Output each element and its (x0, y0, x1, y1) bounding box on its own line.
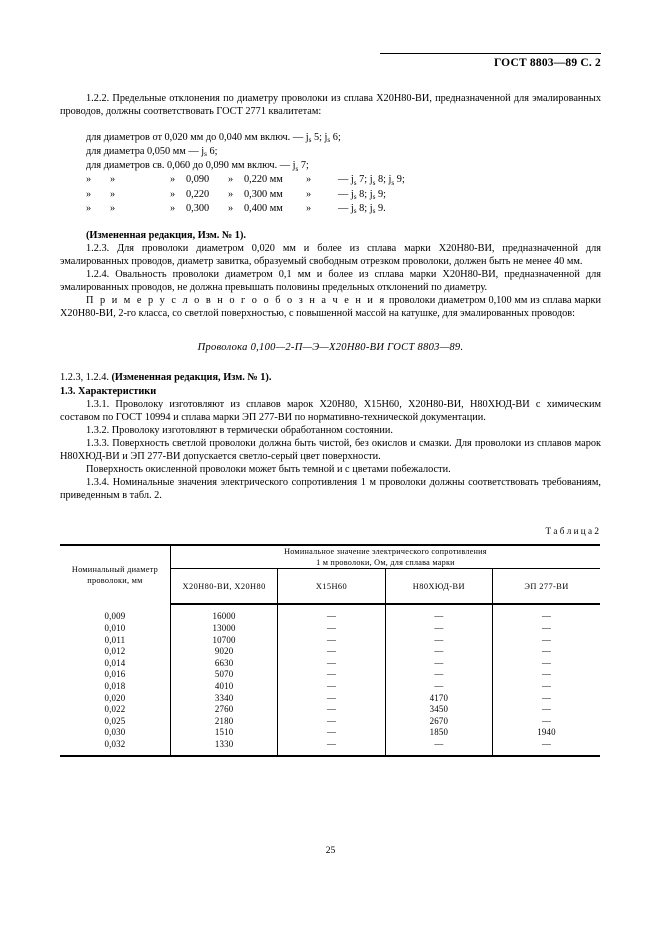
spacer (60, 216, 601, 229)
cell-value: — (493, 716, 600, 728)
table-header-alloy-0: Х20Н80-ВИ, Х20Н80 (170, 569, 277, 605)
ditto-mark: » (86, 174, 92, 186)
tolerance-subscript: s (372, 206, 376, 215)
tolerance-text: для диаметров св. 0,060 до 0,090 мм включ. — j (86, 160, 296, 172)
tolerance-subscript: s (295, 164, 299, 173)
table-caption: Т а б л и ц а 2 (545, 526, 599, 537)
paragraph-1-3-1: 1.3.1. Проволоку изготовляют из сплавов марок Х20Н80, Х15Н60, Х20Н80-ВИ, Н80ХЮД-ВИ с химическим составом по ГОСТ 10994 и сплава марки ЭП 277-ВИ по нормативно-технической документации. (60, 398, 601, 423)
cell-value: — (278, 739, 385, 757)
spacer (60, 353, 601, 371)
tolerance-row (60, 202, 601, 216)
example-designation: Проволока 0,100—2-П—Э—Х20Н80-ВИ ГОСТ 8803—89. (197, 342, 464, 354)
cell-value: — (385, 646, 492, 658)
cell-diameter: 0,032 (60, 739, 170, 757)
tolerance-subscript: s (353, 206, 357, 215)
table-header-diameter: Номинальный диаметр проволоки, мм (60, 545, 170, 604)
cell-value: — (278, 716, 385, 728)
cell-value: — (385, 623, 492, 635)
table-row (60, 739, 600, 757)
tolerance-value: — $j_s$ 8; $j_s$ 9; (338, 188, 386, 201)
cell-value: 5070 (170, 669, 277, 681)
resistance-table (60, 544, 600, 757)
cell-value: — (278, 681, 385, 693)
cell-value: 1330 (170, 739, 277, 757)
ditto-mark: » (306, 202, 312, 214)
range-to: 0,400 мм (244, 202, 283, 214)
cell-value: — (278, 604, 385, 623)
cell-diameter: 0,012 (60, 646, 170, 658)
page-title: ГОСТ 8803—89 С. 2 (493, 57, 601, 69)
tolerance-subscript: s (353, 192, 357, 201)
cell-value: — (493, 704, 600, 716)
tolerance-text: для диаметров от 0,020 мм до 0,040 мм включ. — j (86, 132, 309, 144)
resistance-table-wrapper (60, 544, 601, 757)
revision-note-2 (60, 371, 601, 384)
ditto-mark: » (306, 188, 312, 200)
tolerance-list (60, 131, 601, 216)
table-header-group-line1: Номинальное значение электрического сопротивления (284, 547, 487, 557)
ditto-mark: » (228, 188, 234, 200)
tolerance-subscript: s (391, 178, 395, 187)
table-header-group-line2: 1 м проволоки, Ом, для сплава марки (316, 558, 455, 568)
ditto-mark: » (110, 202, 116, 214)
section-heading-1-3: 1.3. Характеристики (60, 385, 157, 397)
cell-value: — (278, 658, 385, 670)
paragraph-1-3-3: 1.3.3. Поверхность светлой проволоки должна быть чистой, без окислов и смазки. Для проволоки из сплавов марок Н80ХЮД-ВИ и ЭП 277-ВИ допускается светло-серый цвет поверхности. (60, 437, 601, 462)
table-row (60, 704, 600, 716)
ditto-mark: » (228, 174, 234, 186)
ditto-mark: » (170, 188, 176, 200)
cell-value: — (493, 646, 600, 658)
cell-value: 13000 (170, 623, 277, 635)
cell-value: — (493, 658, 600, 670)
tolerance-text: 5; j (311, 132, 328, 144)
cell-value: — (278, 669, 385, 681)
table-row (60, 727, 600, 739)
tolerance-text: 7; (298, 160, 309, 172)
cell-diameter: 0,018 (60, 681, 170, 693)
revision-note-2-text: (Измененная редакция, Изм. № 1). (111, 372, 272, 384)
table-row (60, 658, 600, 670)
table-header-row-group (60, 545, 600, 569)
table-row (60, 681, 600, 693)
tolerance-subscript: s (327, 136, 331, 145)
cell-value: 2180 (170, 716, 277, 728)
table-row (60, 623, 600, 635)
cell-value: 3450 (385, 704, 492, 716)
cell-diameter: 0,030 (60, 727, 170, 739)
ditto-mark: » (86, 202, 92, 214)
cell-value: — (278, 623, 385, 635)
ditto-mark: » (306, 174, 312, 186)
cell-value: 1510 (170, 727, 277, 739)
ditto-mark: » (228, 202, 234, 214)
tolerance-value: — $j_s$ 7; $j_s$ 8; $j_s$ 9; (338, 174, 405, 187)
tolerance-line (60, 159, 601, 173)
example-intro-text: проволоки диаметром 0,100 мм из сплава марки Х20Н80-ВИ, 2-го класса, со светлой поверхностью, с повышенной массой на катушке, для эмалированных проводов: (60, 295, 601, 320)
table-header-alloy-1: Х15Н60 (278, 569, 385, 605)
tolerance-line (60, 145, 601, 159)
ditto-mark: » (110, 188, 116, 200)
cell-value: — (493, 635, 600, 647)
table-head (60, 545, 600, 604)
tolerance-subscript: s (353, 178, 357, 187)
cell-value: — (278, 646, 385, 658)
cell-value: 9020 (170, 646, 277, 658)
cell-value: 10700 (170, 635, 277, 647)
cell-value: — (385, 739, 492, 757)
range-from: 0,090 (186, 174, 210, 186)
table-row (60, 646, 600, 658)
ditto-mark: » (170, 202, 176, 214)
ditto-mark: » (86, 188, 92, 200)
cell-diameter: 0,022 (60, 704, 170, 716)
example-label: П р и м е р у с л о в н о г о о б о з н а ч е н и я (86, 295, 387, 307)
tolerance-text: 6; (206, 146, 218, 158)
cell-value: 1850 (385, 727, 492, 739)
cell-value: — (385, 681, 492, 693)
cell-value: — (385, 635, 492, 647)
cell-diameter: 0,020 (60, 693, 170, 705)
cell-value: — (493, 681, 600, 693)
cell-value: — (493, 739, 600, 757)
cell-value: — (385, 604, 492, 623)
paragraph-1-3-4: 1.3.4. Номинальные значения электрического сопротивления 1 м проволоки должны соответствовать требованиям, приведенным в табл. 2. (60, 477, 601, 502)
revision-note-2-numbers: 1.2.3, 1.2.4. (60, 372, 112, 384)
paragraph-example-intro (60, 294, 601, 320)
cell-diameter: 0,009 (60, 604, 170, 623)
header-rule (380, 53, 601, 54)
table-row (60, 635, 600, 647)
ditto-mark: » (170, 174, 176, 186)
page-number: 25 (325, 845, 336, 856)
tolerance-text: для диаметра 0,050 мм — j (86, 146, 205, 158)
cell-value: — (385, 669, 492, 681)
cell-diameter: 0,016 (60, 669, 170, 681)
cell-value: 2670 (385, 716, 492, 728)
tolerance-subscript: s (308, 136, 312, 145)
table-header-group (170, 545, 600, 569)
tolerance-subscript: s (204, 150, 207, 159)
paragraph-1-2-4: 1.2.4. Овальность проволоки диаметром 0,1 мм и более из сплава марки Х20Н80-ВИ, предназначенной для эмалированных проводов, не должна превышать половины предельных отклонений по диаметру. (60, 269, 601, 294)
paragraph-1-3-2: 1.3.2. Проволоку изготовляют в термически обработанном состоянии. (86, 424, 393, 436)
table-body (60, 604, 600, 756)
tolerance-line (60, 131, 601, 145)
tolerance-row (60, 173, 601, 187)
tolerance-value: — $j_s$ 8; $j_s$ 9. (338, 202, 386, 215)
cell-value: — (278, 693, 385, 705)
tolerance-row (60, 188, 601, 202)
range-from: 0,300 (186, 202, 210, 214)
paragraph-1-3-3b: Поверхность окисленной проволоки может быть темной и с цветами побежалости. (86, 464, 451, 476)
cell-value: 6630 (170, 658, 277, 670)
table-row (60, 669, 600, 681)
cell-diameter: 0,025 (60, 716, 170, 728)
running-head (60, 56, 601, 70)
cell-value: — (385, 658, 492, 670)
cell-value: 3340 (170, 693, 277, 705)
table-header-alloy-2: Н80ХЮД-ВИ (385, 569, 492, 605)
cell-value: 16000 (170, 604, 277, 623)
paragraph-1-2-3: 1.2.3. Для проволоки диаметром 0,020 мм и более из сплава марки Х20Н80-ВИ, предназначенной для эмалированных проводов, диаметр завитка, образуемый свободным отрезком проволоки, должен быть не менее 40 мм. (60, 242, 601, 267)
cell-diameter: 0,014 (60, 658, 170, 670)
range-to: 0,300 мм (244, 188, 283, 200)
range-to: 0,220 мм (244, 174, 283, 186)
cell-diameter: 0,011 (60, 635, 170, 647)
cell-value: — (278, 727, 385, 739)
cell-value: 1940 (493, 727, 600, 739)
revision-note-1: (Измененная редакция, Изм. № 1). (86, 229, 246, 241)
cell-value: — (493, 604, 600, 623)
tolerance-subscript: s (372, 178, 376, 187)
paragraph-1-2-2: 1.2.2. Предельные отклонения по диаметру проволоки из сплава Х20Н80-ВИ, предназначенной для эмалированных проводов, должны соответствовать ГОСТ 2771 квалитетам: (60, 93, 601, 118)
table-header-alloy-3: ЭП 277-ВИ (493, 569, 600, 605)
cell-value: — (493, 693, 600, 705)
cell-value: — (278, 704, 385, 716)
table-row (60, 693, 600, 705)
cell-value: — (493, 669, 600, 681)
table-row (60, 716, 600, 728)
cell-value: 2760 (170, 704, 277, 716)
ditto-mark: » (110, 174, 116, 186)
tolerance-subscript: s (372, 192, 376, 201)
cell-value: — (278, 635, 385, 647)
tolerance-text: 6; (330, 132, 341, 144)
cell-value: 4010 (170, 681, 277, 693)
cell-diameter: 0,010 (60, 623, 170, 635)
table-row (60, 604, 600, 623)
cell-value: — (493, 623, 600, 635)
cell-value: 4170 (385, 693, 492, 705)
range-from: 0,220 (186, 188, 210, 200)
